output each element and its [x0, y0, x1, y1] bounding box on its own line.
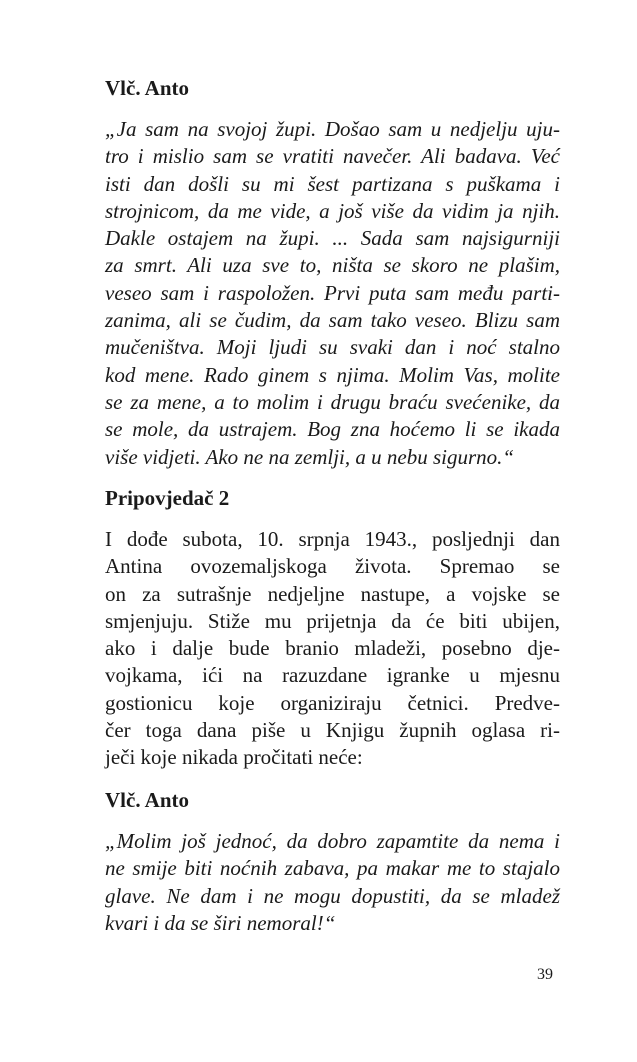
- text-line: isti dan došli su mi šest partizana s puškama i: [105, 171, 560, 196]
- quote-block: [105, 828, 560, 937]
- text-line: I dođe subota, 10. srpnja 1943., posljednji dan: [105, 527, 560, 551]
- text-line: zanima, ali se čudim, da sam tako veseo. Blizu sam: [105, 308, 560, 333]
- text-line: više vidjeti. Ako ne na zemlji, a u nebu sigurno.“: [105, 444, 515, 469]
- text-line: mučeništva. Moji ljudi su svaki dan i noć stalno: [105, 335, 560, 360]
- speaker-heading: Vlč. Anto: [105, 788, 189, 812]
- text-line: čer toga dana piše u Knjigu župnih oglasa ri-: [105, 718, 560, 743]
- text-line: kvari i da se širi nemoral!“: [105, 910, 336, 935]
- quote-block: [105, 116, 560, 471]
- narration-block: [105, 526, 560, 772]
- text-line: vojkama, ići na razuzdane igranke u mjesnu: [105, 663, 560, 688]
- text-line: glave. Ne dam i ne mogu dopustiti, da se mladež: [105, 883, 560, 908]
- text-line: kod mene. Rado ginem s njima. Molim Vas, molite: [105, 362, 560, 387]
- page-number: 39: [537, 966, 553, 983]
- text-line: „Ja sam na svojoj župi. Došao sam u nedjelju uju-: [105, 117, 560, 141]
- text-line: „Molim još jednoć, da dobro zapamtite da nema i: [105, 829, 560, 853]
- text-line: veseo sam i raspoložen. Prvi puta sam među parti-: [105, 280, 560, 305]
- text-line: se mole, da ustrajem. Bog zna hoćemo li se ikada: [105, 417, 560, 442]
- text-line: smjenjuju. Stiže mu prijetnja da će biti ubijen,: [105, 608, 560, 633]
- text-line: se za mene, a to molim i drugu braću svećenike, da: [105, 389, 560, 414]
- text-line: tro i mislio sam se vratiti navečer. Ali badava. Već: [105, 144, 560, 169]
- text-line: za smrt. Ali uza sve to, ništa se skoro ne plašim,: [105, 253, 560, 278]
- text-line: on za sutrašnje nedjeljne nastupe, a vojske se: [105, 581, 560, 606]
- text-line: ako i dalje bude branio mladeži, posebno dje-: [105, 636, 560, 661]
- speaker-heading: Pripovjedač 2: [105, 486, 230, 510]
- speaker-heading: Vlč. Anto: [105, 76, 189, 100]
- text-line: ne smije biti noćnih zabava, pa makar me to stajalo: [105, 856, 560, 881]
- text-line: Antina ovozemaljskoga života. Spremao se: [105, 554, 560, 579]
- text-line: ječi koje nikada pročitati neće:: [105, 745, 363, 770]
- text-line: strojnicom, da me vide, a još više da vidim ja njih.: [105, 198, 560, 223]
- text-line: gostionicu koje organiziraju četnici. Predve-: [105, 690, 560, 715]
- text-line: Dakle ostajem na župi. ... Sada sam najsigurniji: [105, 226, 560, 251]
